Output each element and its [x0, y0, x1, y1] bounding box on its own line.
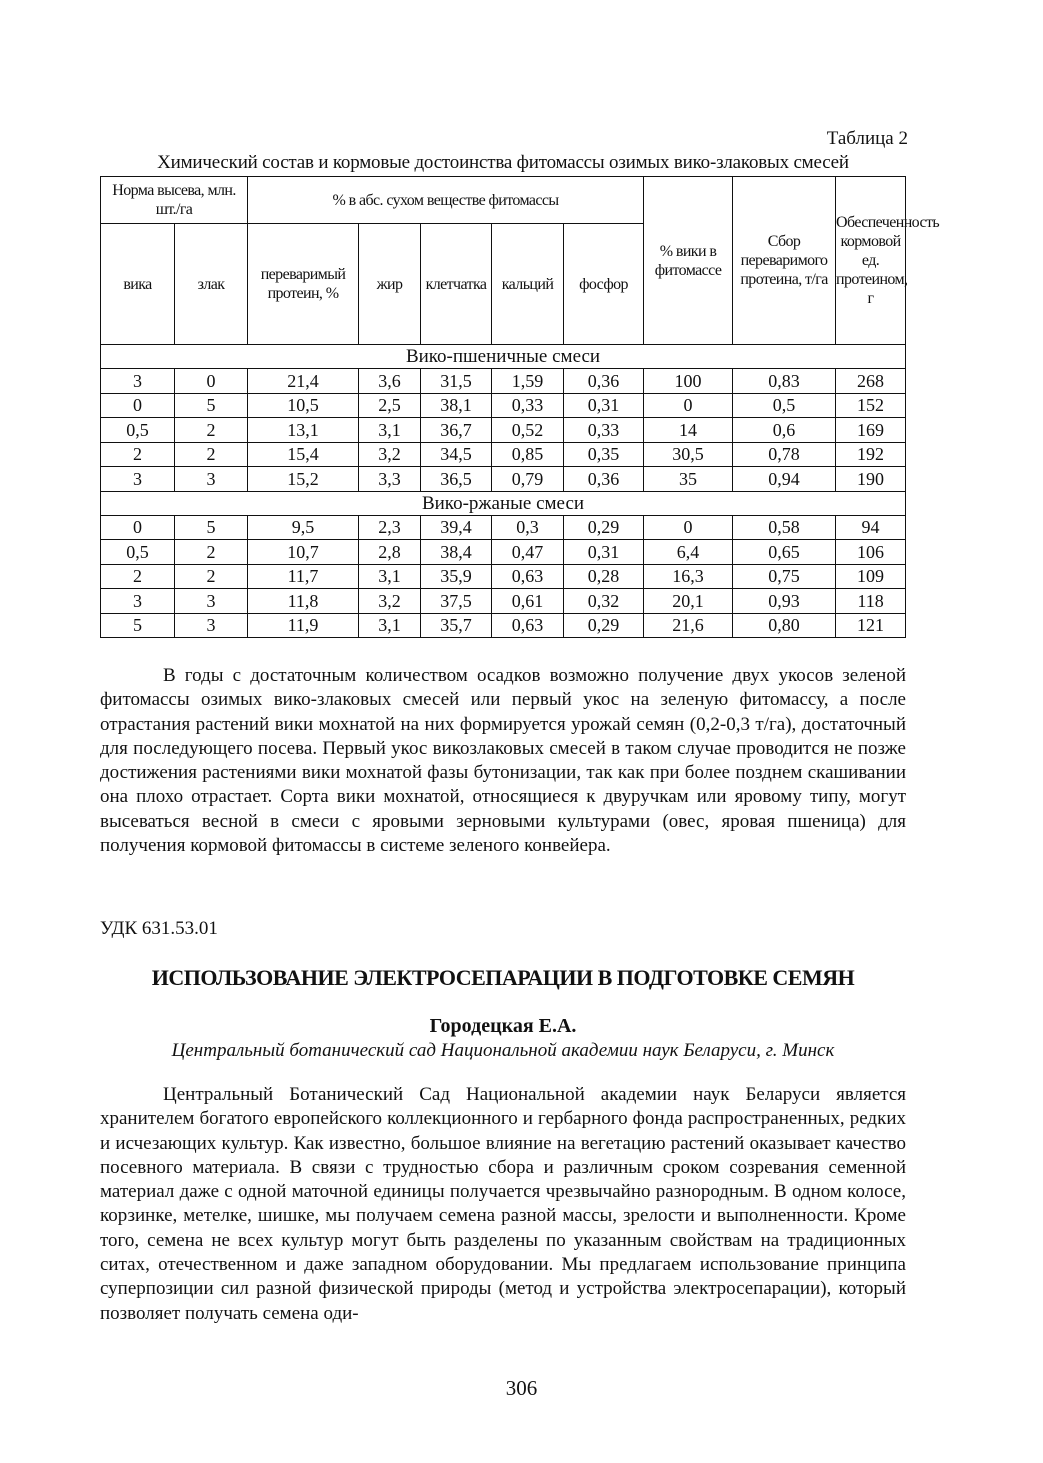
header-fiber: клетчатка — [421, 224, 492, 345]
table-cell: 15,4 — [248, 442, 359, 467]
table-cell: 0,33 — [564, 418, 644, 443]
header-cereal: злак — [175, 224, 248, 345]
table-cell: 0,6 — [733, 418, 836, 443]
table-cell: 0,83 — [733, 369, 836, 394]
table-cell: 0,32 — [564, 589, 644, 614]
table-caption: Химический состав и кормовые достоинства фитомассы озимых вико-злаковых смесей — [157, 152, 849, 173]
table-cell: 0 — [175, 369, 248, 394]
header-calcium: кальций — [492, 224, 564, 345]
table-cell: 121 — [836, 613, 906, 638]
table-cell: 34,5 — [421, 442, 492, 467]
table-cell: 20,1 — [644, 589, 733, 614]
table-cell: 36,5 — [421, 467, 492, 492]
table-cell: 2 — [175, 442, 248, 467]
table-cell: 0,3 — [492, 515, 564, 540]
table-cell: 0,5 — [101, 540, 175, 565]
section-title: Вико-пшеничные смеси — [101, 345, 906, 369]
table-cell: 0,36 — [564, 467, 644, 492]
table-cell: 0,33 — [492, 393, 564, 418]
table-cell: 0,85 — [492, 442, 564, 467]
table-cell: 0,75 — [733, 564, 836, 589]
table-cell: 0 — [101, 393, 175, 418]
table-cell: 31,5 — [421, 369, 492, 394]
table-cell: 0,79 — [492, 467, 564, 492]
table-cell: 21,4 — [248, 369, 359, 394]
table-cell: 16,3 — [644, 564, 733, 589]
table-cell: 3,6 — [359, 369, 421, 394]
table-cell: 3 — [175, 467, 248, 492]
table-cell: 0,93 — [733, 589, 836, 614]
header-protein: переваримый протеин, % — [248, 224, 359, 345]
header-vetch-share: % вики в фитомассе — [644, 177, 733, 345]
table-cell: 10,5 — [248, 393, 359, 418]
table-cell: 21,6 — [644, 613, 733, 638]
table-cell: 109 — [836, 564, 906, 589]
table-cell: 2,8 — [359, 540, 421, 565]
header-protein-supply: Обеспеченность кормовой ед. протеином, г — [836, 177, 906, 345]
body-paragraph-2: Центральный Ботанический Сад Национальной академии наук Беларуси является хранителем богатого европейского коллекционного и гербарного фонда распространенных, редких и исчезающих культур. Как известно, большое влияние на вегетацию растений оказывает качество посевного материала. В связи с трудностью сбора и различным сроком созревания семенной материал даже с одной маточной единицы получается чрезвычайно разнородным. В одном колосе, корзинке, метелке, шишке, мы получаем семена разной массы, зрелости и выполненности. Кроме того, семена не всех культур могут быть разделены по указанным свойствам на традиционных ситах, отечественном и даже западном оборудовании. Мы предлагаем использование принципа суперпозиции сил разной физической природы (метод и устройства электросепарации), который позволяет получать семена оди- — [100, 1084, 906, 1324]
body-paragraph-1: В годы с достаточным количеством осадков возможно получение двух укосов зеленой фитомассы озимых вико-злаковых смесей или первый укос на зеленую фитомассу, а после отрастания растений вики мохнатой на них формируется урожай семян (0,2-0,3 т/га), достаточный для последующего посева. Первый укос викозлаковых смесей в таком случае проводится не позже достижения растениями вики мохнатой фазы бутонизации, так как при более позднем скашивании она плохо отрастает. Сорта вики мохнатой, относящиеся к двуручкам или яровому типу, могут высеваться весной в смеси с яровыми зерновыми культурами (овес, яровая пшеница) для получения кормовой фитомассы в системе зеленого конвейера. — [100, 665, 906, 857]
section-row — [101, 491, 906, 515]
table-cell: 0 — [644, 515, 733, 540]
table-cell: 38,4 — [421, 540, 492, 565]
table-cell: 0,63 — [492, 613, 564, 638]
table-cell: 35,7 — [421, 613, 492, 638]
table-cell: 0,52 — [492, 418, 564, 443]
author-affiliation: Центральный ботанический сад Национальной академии наук Беларуси, г. Минск — [171, 1040, 835, 1061]
table-row — [101, 393, 906, 418]
table-row — [101, 589, 906, 614]
section-row — [101, 345, 906, 369]
table-row — [101, 613, 906, 638]
table-cell: 0,80 — [733, 613, 836, 638]
table-cell: 0,31 — [564, 540, 644, 565]
header-seeding-rate: Норма высева, млн. шт./га — [101, 177, 248, 224]
section-title: Вико-ржаные смеси — [101, 491, 906, 515]
table-cell: 11,7 — [248, 564, 359, 589]
table-cell: 2 — [101, 564, 175, 589]
table-cell: 3,1 — [359, 613, 421, 638]
table-cell: 0,61 — [492, 589, 564, 614]
table-cell: 169 — [836, 418, 906, 443]
table-cell: 0 — [644, 393, 733, 418]
table-cell: 192 — [836, 442, 906, 467]
table-cell: 0,29 — [564, 613, 644, 638]
article-title: ИСПОЛЬЗОВАНИЕ ЭЛЕКТРОСЕПАРАЦИИ В ПОДГОТОВКЕ СЕМЯН — [151, 965, 855, 990]
author-name: Городецкая Е.А. — [429, 1015, 577, 1037]
table-cell: 13,1 — [248, 418, 359, 443]
header-fat: жир — [359, 224, 421, 345]
table-cell: 5 — [175, 393, 248, 418]
table-cell: 0,63 — [492, 564, 564, 589]
table-row — [101, 467, 906, 492]
table-row — [101, 515, 906, 540]
table-cell: 2 — [101, 442, 175, 467]
table-cell: 0,65 — [733, 540, 836, 565]
table-cell: 0,28 — [564, 564, 644, 589]
table-cell: 2 — [175, 540, 248, 565]
table-cell: 2 — [175, 564, 248, 589]
table-cell: 14 — [644, 418, 733, 443]
composition-table — [100, 176, 940, 638]
table-cell: 35,9 — [421, 564, 492, 589]
table-cell: 152 — [836, 393, 906, 418]
table-cell: 5 — [175, 515, 248, 540]
table-cell: 11,9 — [248, 613, 359, 638]
table-row — [101, 564, 906, 589]
table-cell: 3 — [101, 467, 175, 492]
table-cell: 2,3 — [359, 515, 421, 540]
table-cell: 118 — [836, 589, 906, 614]
table-cell: 3,2 — [359, 442, 421, 467]
table-cell: 11,8 — [248, 589, 359, 614]
table-cell: 0,58 — [733, 515, 836, 540]
table-cell: 39,4 — [421, 515, 492, 540]
header-protein-yield: Сбор переваримого протеина, т/га — [733, 177, 836, 345]
table-cell: 37,5 — [421, 589, 492, 614]
table-cell: 36,7 — [421, 418, 492, 443]
table-cell: 0,47 — [492, 540, 564, 565]
table-row — [101, 442, 906, 467]
table-cell: 106 — [836, 540, 906, 565]
table-cell: 0,29 — [564, 515, 644, 540]
table-cell: 2 — [175, 418, 248, 443]
table-cell: 0,78 — [733, 442, 836, 467]
table-cell: 0,5 — [733, 393, 836, 418]
header-phosphorus: фосфор — [564, 224, 644, 345]
table-body — [101, 345, 906, 638]
table-cell: 6,4 — [644, 540, 733, 565]
table-cell: 100 — [644, 369, 733, 394]
table-cell: 3 — [101, 589, 175, 614]
table-cell: 3 — [175, 613, 248, 638]
table-label: Таблица 2 — [826, 128, 908, 149]
table-cell: 190 — [836, 467, 906, 492]
table-cell: 30,5 — [644, 442, 733, 467]
table-cell: 3,3 — [359, 467, 421, 492]
header-dry-matter: % в абс. сухом веществе фитомассы — [248, 177, 644, 224]
udc-code: УДК 631.53.01 — [100, 918, 218, 939]
table-cell: 15,2 — [248, 467, 359, 492]
table-cell: 9,5 — [248, 515, 359, 540]
table-cell: 3 — [101, 369, 175, 394]
table-cell: 0,94 — [733, 467, 836, 492]
table-cell: 268 — [836, 369, 906, 394]
table-cell: 3,1 — [359, 418, 421, 443]
table-cell: 0,36 — [564, 369, 644, 394]
table-cell: 94 — [836, 515, 906, 540]
table-cell: 35 — [644, 467, 733, 492]
table-cell: 5 — [101, 613, 175, 638]
page-number: 306 — [505, 1376, 538, 1400]
table-cell: 0,35 — [564, 442, 644, 467]
table-cell: 2,5 — [359, 393, 421, 418]
table-row — [101, 540, 906, 565]
table-cell: 1,59 — [492, 369, 564, 394]
header-vetch: вика — [101, 224, 175, 345]
table-cell: 0,31 — [564, 393, 644, 418]
table-cell: 3 — [175, 589, 248, 614]
table-cell: 3,1 — [359, 564, 421, 589]
table-cell: 0,5 — [101, 418, 175, 443]
table-row — [101, 418, 906, 443]
table-cell: 0 — [101, 515, 175, 540]
table-cell: 3,2 — [359, 589, 421, 614]
table-cell: 10,7 — [248, 540, 359, 565]
table-cell: 38,1 — [421, 393, 492, 418]
table-row — [101, 369, 906, 394]
